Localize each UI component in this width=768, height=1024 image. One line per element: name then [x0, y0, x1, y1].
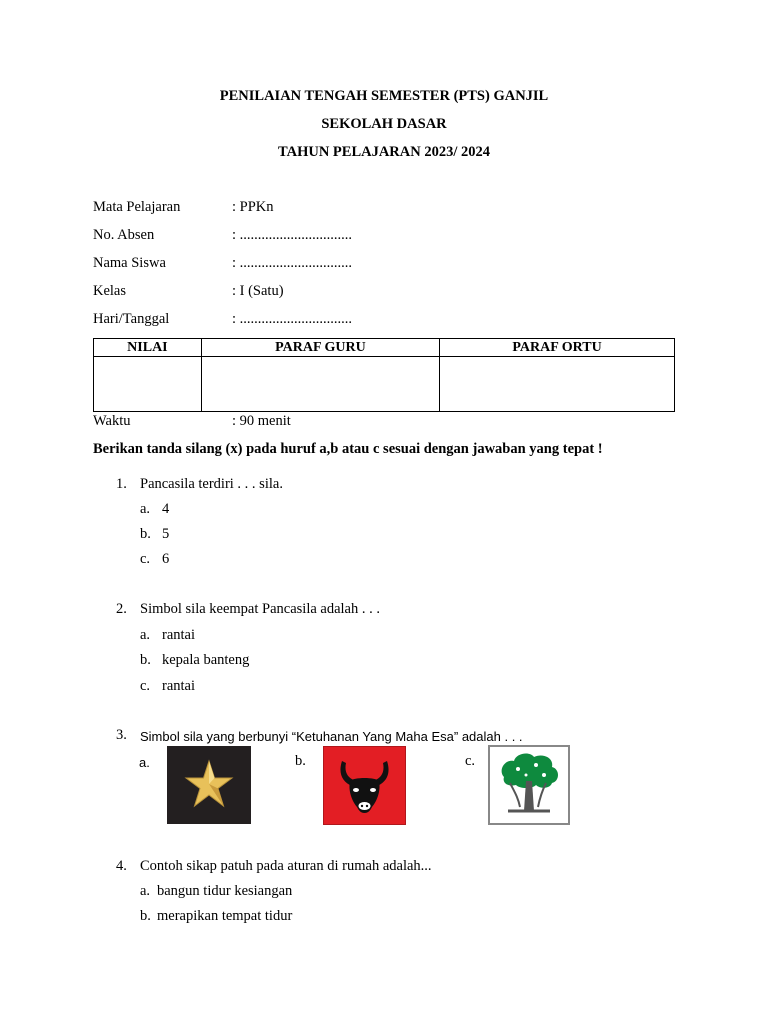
- score-cell-ortu[interactable]: [440, 357, 675, 412]
- bull-head-icon[interactable]: [323, 746, 406, 825]
- question-text: Simbol sila yang berbunyi “Ketuhanan Yang Maha Esa” adalah . . .: [140, 729, 523, 744]
- info-label-absen: No. Absen: [93, 227, 155, 243]
- waktu-label: Waktu: [93, 413, 131, 429]
- option-letter[interactable]: c.: [465, 753, 476, 769]
- question-text: Contoh sikap patuh pada aturan di rumah adalah...: [140, 858, 432, 874]
- header-school: SEKOLAH DASAR: [321, 116, 447, 132]
- header-title: PENILAIAN TENGAH SEMESTER (PTS) GANJIL: [219, 88, 549, 104]
- option-text[interactable]: rantai: [162, 678, 196, 694]
- option-letter[interactable]: b.: [295, 753, 306, 769]
- score-cell-nilai[interactable]: [94, 357, 202, 412]
- option-letter[interactable]: c.: [140, 678, 151, 694]
- option-text[interactable]: 6: [162, 551, 170, 567]
- question-number: 1.: [116, 476, 127, 492]
- score-header-ortu: PARAF ORTU: [440, 339, 675, 357]
- question-number: 2.: [116, 601, 127, 617]
- score-header-nilai: NILAI: [94, 339, 202, 357]
- waktu-value: : 90 menit: [232, 413, 291, 429]
- question-text: Simbol sila keempat Pancasila adalah . . .: [140, 601, 380, 617]
- info-label-date: Hari/Tanggal: [93, 311, 170, 327]
- info-value-class: : I (Satu): [232, 283, 284, 299]
- instruction: Berikan tanda silang (x) pada huruf a,b atau c sesuai dengan jawaban yang tepat !: [93, 441, 603, 457]
- score-table: [93, 338, 675, 412]
- option-letter[interactable]: a.: [140, 501, 151, 517]
- banyan-tree-icon[interactable]: [488, 745, 570, 825]
- score-cell-guru[interactable]: [201, 357, 439, 412]
- option-letter[interactable]: a.: [139, 755, 150, 770]
- question-number: 4.: [116, 858, 127, 874]
- option-letter[interactable]: c.: [140, 551, 151, 567]
- option-letter[interactable]: a.: [140, 883, 151, 899]
- info-value-absen[interactable]: : ...............................: [232, 227, 353, 243]
- option-letter[interactable]: a.: [140, 627, 151, 643]
- info-value-subject: : PPKn: [232, 199, 274, 215]
- info-value-name[interactable]: : ...............................: [232, 255, 353, 271]
- option-text[interactable]: kepala banteng: [162, 652, 250, 668]
- option-text[interactable]: merapikan tempat tidur: [157, 908, 293, 924]
- option-letter[interactable]: b.: [140, 526, 151, 542]
- info-label-subject: Mata Pelajaran: [93, 199, 181, 215]
- star-icon[interactable]: [167, 746, 251, 824]
- question-text: Pancasila terdiri . . . sila.: [140, 476, 283, 492]
- info-value-date[interactable]: : ...............................: [232, 311, 353, 327]
- option-text[interactable]: bangun tidur kesiangan: [157, 883, 293, 899]
- option-text[interactable]: rantai: [162, 627, 196, 643]
- info-label-class: Kelas: [93, 283, 127, 299]
- option-letter[interactable]: b.: [140, 652, 151, 668]
- header-year: TAHUN PELAJARAN 2023/ 2024: [278, 144, 490, 160]
- question-number: 3.: [116, 727, 127, 743]
- option-text[interactable]: 4: [162, 501, 170, 517]
- option-letter[interactable]: b.: [140, 908, 151, 924]
- option-text[interactable]: 5: [162, 526, 170, 542]
- score-header-guru: PARAF GURU: [201, 339, 439, 357]
- info-label-name: Nama Siswa: [93, 255, 166, 271]
